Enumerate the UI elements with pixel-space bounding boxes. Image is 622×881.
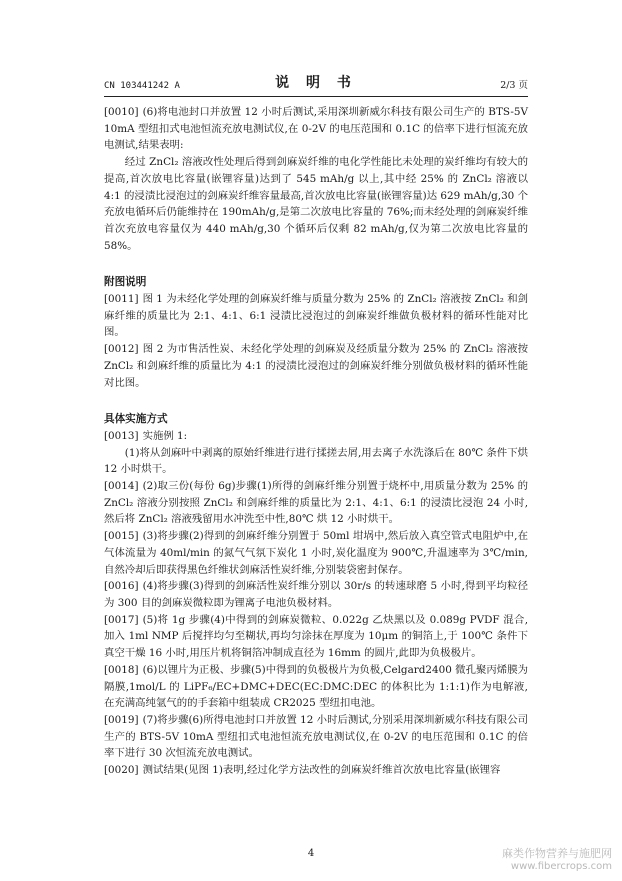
paragraph-text: 经过 ZnCl₂ 溶液改性处理后得到剑麻炭纤维的电化学性能比未处理的炭纤维均有较大的提高,首次放电比容量(嵌锂容量)达到了 545 mAh/g 以上,其中经 25% 的 ZnCl₂ 溶液以 4:1 的浸渍比浸泡过的剑麻炭纤维容量最高,首次放电比容量(嵌锂容量)达 629 mAh/g,30 个充放电循环后仍能维持在 190mAh/g,是第二次放电比容量的 76%;而未经处理的剑麻炭纤维首次充放电容量仅为 440 mAh/g,30 个循环后仅剩 82 mAh/g,仅为第二次放电比容量的 58%。 [104,156,528,252]
paragraph-text: (6)将电池封口并放置 12 小时后测试,采用深圳新威尔科技有限公司生产的 BTS-5V 10mA 型纽扣式电池恒流充放电测试仪,在 0-2V 的电压范围和 0.1C 的倍率下进行恒流充放电测试,结果表明: [104,106,528,152]
watermark-url: www.fibercrops.com [510,861,612,872]
paragraph-text: (4)将步骤(3)得到的剑麻活性炭纤维分别以 30r/s 的转速球磨 5 小时,得到平均粒径为 300 目的剑麻炭微粒即为锂离子电池负极材料。 [104,580,528,609]
paragraph-number: [0015] [104,530,139,543]
paragraph-0016 [104,578,528,611]
paragraph-number: [0012] [104,343,139,356]
paragraph-step-1 [104,445,528,478]
paragraph-number: [0018] [104,663,139,676]
paragraph-number: [0011] [104,293,139,306]
paragraph-text: (5)将 1g 步骤(4)中得到的剑麻炭微粒、0.022g 乙炔黑以及 0.089g PVDF 混合,加入 1ml NMP 后搅拌均匀至糊状,再均匀涂抹在厚度为 10μm 的铜箔上,于 100℃ 条件下真空干燥 16 小时,用压片机将铜箔冲制成直径为 16mm 的圆片,此即为负极极片。 [104,613,528,660]
page-header [104,75,528,94]
paragraph-text: (2)取三份(每份 6g)步骤(1)所得的剑麻纤维分别置于烧杯中,用质量分数为 25% 的 ZnCl₂ 溶液分别按照 ZnCl₂ 和剑麻纤维的质量比为 2:1、4:1、6:1 的浸渍比浸泡 24 小时,然后将 ZnCl₂ 溶液残留用水冲洗至中性,80℃ 烘 12 小时烘干。 [104,480,528,526]
paragraph-number: [0016] [104,580,139,593]
paragraph-0020 [104,762,528,779]
paragraph-text: (1)将从剑麻叶中剥离的原始纤维进行进行揉搓去屑,用去离子水洗涤后在 80℃ 条件下烘 12 小时烘干。 [104,446,528,476]
paragraph-number: [0020] [104,764,139,777]
paragraph-text: 图 1 为未经化学处理的剑麻炭纤维与质量分数为 25% 的 ZnCl₂ 溶液按 ZnCl₂ 和剑麻纤维的质量比为 2:1、4:1、6:1 浸渍比浸泡过的剑麻炭纤维做负极材料的循环性能对比图。 [104,293,528,339]
paragraph-number: [0014] [104,480,139,493]
paragraph-0015 [104,528,528,578]
paragraph-0019 [104,712,528,762]
paragraph-number: [0010] [104,106,139,118]
page-number: 4 [307,848,315,859]
paragraph-0013 [104,428,528,445]
paragraph-text: 测试结果(见图 1)表明,经过化学方法改性的剑麻炭纤维首次放电比容量(嵌锂容 [142,764,501,777]
paragraph-number: [0019] [104,713,139,726]
paragraph-number: [0013] [104,429,139,442]
paragraph-number: [0017] [104,613,139,626]
document-body [104,104,528,779]
watermark [502,847,612,873]
document-title: 说 明 书 [275,75,357,91]
section-heading-embodiment: 具体实施方式 [104,413,168,426]
paragraph-text: (7)将步骤(6)所得电池封口并放置 12 小时后测试,分别采用深圳新威尔科技有限公司生产的 BTS-5V 10mA 型纽扣式电池恒流充放电测试仪,在 0-2V 的电压范围和 0.1C 的倍率下进行 30 次恒流充放电测试。 [104,713,528,760]
paragraph-0018 [104,662,528,712]
page-indicator: 2/3 页 [500,80,528,91]
section-heading-figures: 附图说明 [104,276,147,289]
paragraph-0010 [104,104,528,154]
paragraph-0014 [104,478,528,528]
patent-number: CN 103441242 A [104,81,180,91]
paragraph-text: (6)以锂片为正极、步骤(5)中得到的负极极片为负极,Celgard2400 微孔聚丙烯膜为隔膜,1mol/L 的 LiPF₆/EC+DMC+DEC(EC:DMC:DEC 的体积比为 1:1:1)作为电解液,在充满高纯氩气的的手套箱中组装成 CR2025 型纽扣电池。 [104,663,528,710]
watermark-title: 麻类作物营养与施肥网 [502,847,612,860]
paragraph-0012 [104,341,528,391]
paragraph-0017 [104,612,528,662]
paragraph-text: (3)将步骤(2)得到的剑麻纤维分别置于 50ml 坩埚中,然后放入真空管式电阻炉中,在气体流量为 40ml/min 的氮气气氛下炭化 1 小时,炭化温度为 900℃,升温速率为 3℃/min,自然冷却后即获得黑色纤维状剑麻活性炭纤维,分别装袋密封保存。 [104,530,528,576]
header-divider [104,96,528,97]
paragraph-text: 实施例 1: [142,429,188,442]
paragraph-text: 图 2 为市售活性炭、未经化学处理的剑麻炭及经质量分数为 25% 的 ZnCl₂ 溶液按 ZnCl₂ 和剑麻纤维的质量比为 4:1 的浸渍比浸泡过的剑麻炭纤维分别做负极材料的循环性能对比图。 [104,343,528,389]
paragraph-0011 [104,291,528,341]
paragraph-results [104,154,528,254]
